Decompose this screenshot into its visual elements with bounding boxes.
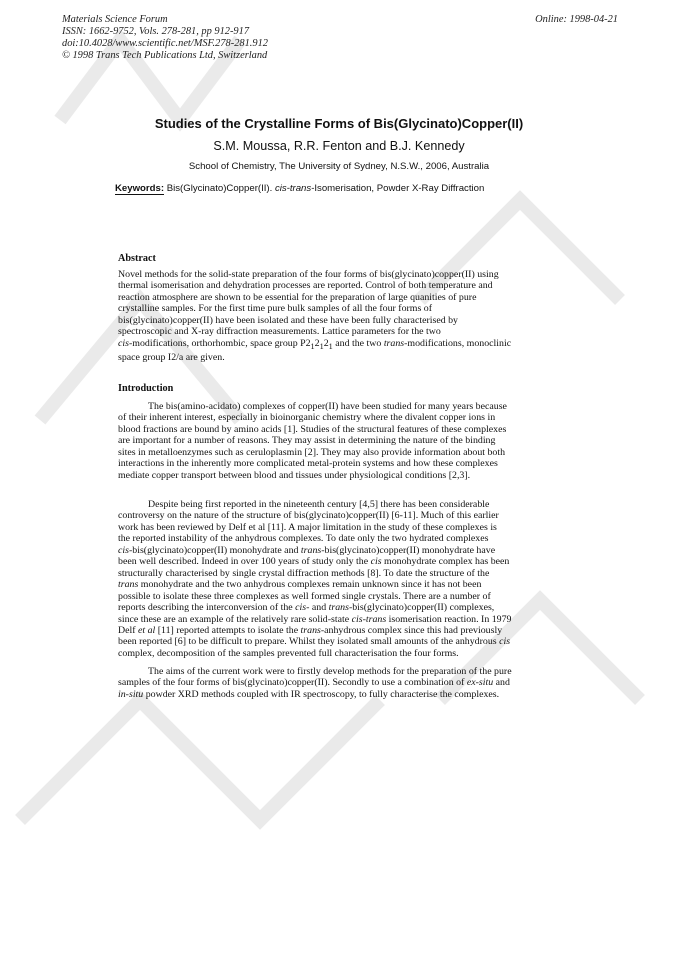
intro-italic: cis: [499, 636, 511, 648]
online-date: Online: 1998-04-21: [535, 14, 618, 25]
journal-name: Materials Science Forum: [62, 14, 168, 25]
intro-line: The bis(amino-acidato) complexes of copper(II) have been studied for many years because: [148, 401, 507, 412]
intro-line: The aims of the current work were to firstly develop methods for the preparation of the pure: [148, 666, 512, 677]
intro-line: controversy on the nature of the structure of bis(glycinato)copper(II) [6-11]. Much of this earlier: [118, 510, 499, 522]
intro-text: -anhydrous complex since this had previously: [320, 624, 503, 636]
intro-text: monohydrate complex has been: [381, 556, 510, 568]
intro-line: blood fractions are bound by amino acids [1]. Studies of the structural features of these complexes: [118, 423, 507, 435]
intro-text: been well described. Indeed in over 100 years of study only the: [118, 556, 371, 568]
abstract-line: reaction atmosphere are shown to be essential for the preparation of large quanities of pure: [118, 291, 477, 303]
abstract-line: thermal isomerisation and dehydration processes are reported. Control of both temperature and: [118, 280, 493, 292]
keywords-text-italic: cis-trans: [274, 183, 312, 194]
intro-line: [118, 625, 580, 636]
intro-line: sites in metalloenzymes such as ceruloplasmin [2]. They may also provide information about both: [118, 446, 506, 458]
intro-italic: cis-: [295, 602, 310, 614]
abstract-text: -modifications, orthorhombic, space group P2: [128, 337, 311, 349]
intro-italic: trans: [300, 544, 322, 556]
abstract-line: space group I2/a are given.: [118, 352, 225, 364]
intro-paragraph-1: [118, 401, 580, 481]
journal-header: [62, 14, 268, 62]
intro-text: reports describing the interconversion of the: [118, 602, 296, 614]
intro-paragraph-3: [118, 666, 580, 700]
abstract-text: 2: [323, 337, 329, 349]
intro-line: [118, 689, 580, 700]
intro-line: [118, 556, 580, 567]
paper-affiliation: School of Chemistry, The University of Sydney, N.S.W., 2006, Australia: [188, 161, 490, 172]
intro-line: are important for a number of reasons. They may assist in determining the nature of the binding: [118, 435, 496, 447]
abstract-subscript: 1: [319, 341, 324, 351]
abstract-heading: Abstract: [118, 253, 156, 264]
abstract-line: spectroscopic and X-ray diffraction measurements. Lattice parameters for the two: [118, 326, 441, 338]
intro-line: structurally characterised by single crystal diffraction methods [8]. To date the structure of the: [118, 567, 490, 579]
intro-italic: in-situ: [118, 688, 144, 700]
intro-text: monohydrate and the two anhydrous complexes remain unknown since it has not been: [138, 579, 482, 591]
intro-line: Despite being first reported in the nineteenth century [4,5] there has been considerable: [148, 499, 490, 510]
abstract-text: 2: [314, 337, 320, 349]
issn-line: ISSN: 1662-9752, Vols. 278-281, pp 912-917: [62, 26, 250, 37]
intro-text: been reported [6] to be difficult to prepare. Whilst they isolated small amounts of the anhydrous: [118, 636, 500, 648]
intro-line: possible to isolate these three complexes as well formed single crystals. There are a number of: [118, 590, 491, 602]
paper-authors: S.M. Moussa, R.R. Fenton and B.J. Kennedy: [213, 139, 465, 153]
intro-text: Delf: [118, 624, 139, 636]
keywords-line: [115, 183, 484, 194]
intro-italic: cis: [118, 544, 129, 556]
intro-text: powder XRD methods coupled with IR spectroscopy, to fully characterise the complexes.: [143, 688, 500, 700]
intro-line: [118, 579, 580, 590]
abstract-line: [118, 338, 580, 352]
abstract-text: and the two: [332, 337, 384, 349]
intro-paragraph-2: [118, 499, 580, 659]
intro-line: [118, 636, 580, 647]
intro-italic: trans: [328, 602, 349, 614]
intro-text: -bis(glycinato)copper(II) complexes,: [348, 602, 495, 614]
keywords-text-b: -Isomerisation, Powder X-Ray Diffraction: [311, 183, 485, 194]
intro-line: complex, decomposition of the samples prevented full characterisation the four forms.: [118, 647, 459, 659]
abstract-subscript: 1: [328, 341, 333, 351]
intro-italic: cis-trans: [351, 613, 387, 625]
intro-text: since these are an example of the relatively rare solid-state: [118, 613, 352, 625]
intro-line: [118, 602, 580, 613]
intro-line: work has been reviewed by Delf et al [11]. A major limitation in the study of these complexes is: [118, 521, 497, 533]
keywords-label: Keywords:: [115, 183, 165, 194]
intro-line: [118, 614, 580, 625]
intro-italic: trans: [118, 579, 139, 591]
abstract-italic: cis: [118, 337, 129, 349]
introduction-heading: Introduction: [118, 383, 174, 394]
doi-link[interactable]: doi:10.4028/www.scientific.net/MSF.278-281.912: [62, 38, 268, 49]
keywords-text-a: Bis(Glycinato)Copper(II).: [164, 183, 275, 194]
abstract-italic: trans: [383, 337, 405, 349]
intro-italic: et al: [138, 624, 156, 636]
copyright-line: © 1998 Trans Tech Publications Ltd, Switzerland: [62, 50, 268, 61]
intro-text: -bis(glycinato)copper(II) monohydrate have: [321, 544, 496, 556]
paper-title: Studies of the Crystalline Forms of Bis(Glycinato)Copper(II): [154, 116, 524, 131]
abstract-line: bis(glycinato)copper(II) have been isolated and these have been fully characterised by: [118, 314, 458, 326]
intro-text: samples of the four forms of bis(glycinato)copper(II). Secondly to use a combination of: [118, 677, 467, 689]
abstract-subscript: 1: [310, 341, 315, 351]
abstract-line: crystalline samples. For the first time pure bulk samples of all the four forms of: [118, 303, 433, 315]
intro-text: [11] reported attempts to isolate the: [155, 624, 301, 636]
abstract-body: [118, 269, 580, 364]
intro-line: of their inherent interest, especially in bioinorganic chemistry where the divalent copper ions in: [118, 412, 496, 424]
intro-line: [118, 545, 580, 556]
intro-line: mediate copper transport between blood and tissues under physiological conditions [2,3].: [118, 469, 471, 481]
intro-text: and: [309, 602, 329, 614]
intro-line: [118, 677, 580, 688]
intro-text: isomerisation reaction. In 1979: [386, 613, 512, 625]
abstract-text: -modifications, monoclinic: [404, 337, 512, 349]
intro-line: interactions in the inherently more complicated metal-protein systems and how these complexes: [118, 458, 498, 470]
intro-line: the reported instability of the anhydrous complexes. To date only the two hydrated complexes: [118, 533, 489, 545]
intro-text: -bis(glycinato)copper(II) monohydrate and: [128, 544, 301, 556]
intro-italic: cis: [370, 556, 382, 568]
intro-text: and: [493, 677, 510, 689]
intro-italic: ex-situ: [466, 677, 494, 689]
abstract-line: Novel methods for the solid-state preparation of the four forms of bis(glycinato)copper(II) using: [118, 269, 499, 280]
intro-italic: trans: [300, 624, 321, 636]
